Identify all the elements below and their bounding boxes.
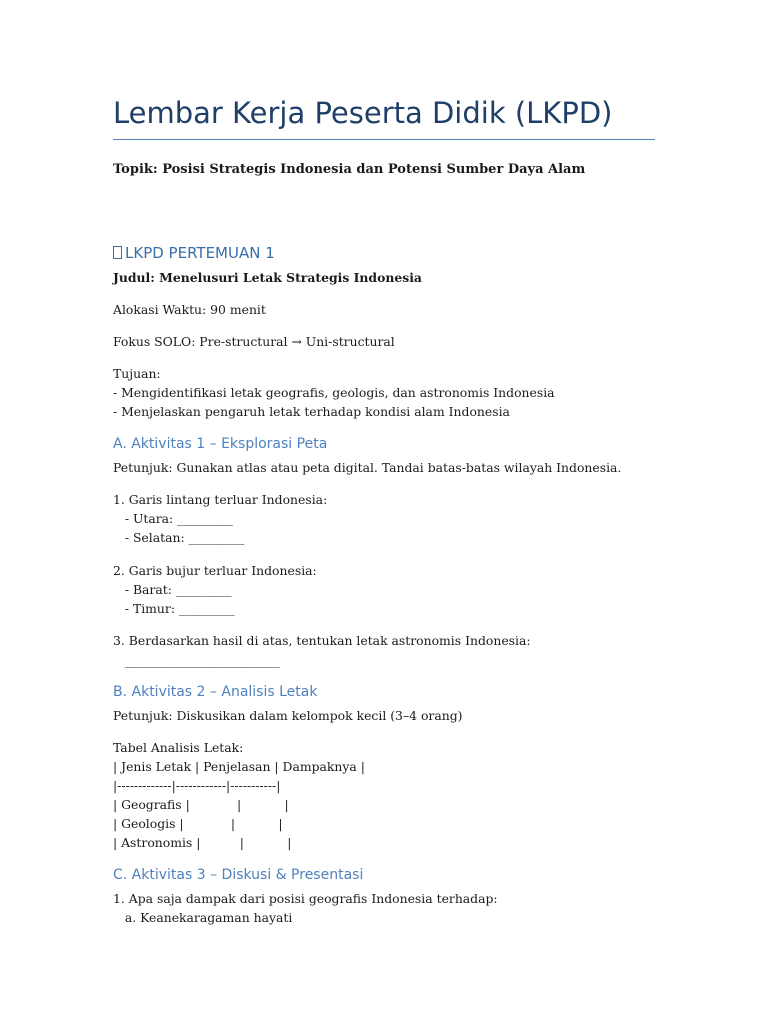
activity-b-petunjuk: Petunjuk: Diskusikan dalam kelompok kecil (3–4 orang) <box>113 708 463 723</box>
tujuan-item-2: - Menjelaskan pengaruh letak terhadap kondisi alam Indonesia <box>113 404 510 419</box>
meeting-heading-text: LKPD PERTEMUAN 1 <box>125 244 275 262</box>
activity-c-q1: 1. Apa saja dampak dari posisi geografis Indonesia terhadap: <box>113 891 498 906</box>
activity-c-q1-a: a. Keanekaragaman hayati <box>113 910 293 925</box>
missing-glyph-icon <box>113 246 122 259</box>
tujuan-label: Tujuan: <box>113 366 161 381</box>
activity-a-q3-answer-line: _________________________ <box>113 653 280 668</box>
meeting-heading <box>113 244 275 262</box>
title-underline <box>113 139 655 140</box>
table-row: | Geologis | | | <box>113 816 283 831</box>
activity-a-q2-barat: - Barat: _________ <box>113 582 232 597</box>
table-label: Tabel Analisis Letak: <box>113 740 244 755</box>
activity-a-q1: 1. Garis lintang terluar Indonesia: <box>113 492 328 507</box>
table-row: | Geografis | | | <box>113 797 289 812</box>
activity-a-q1-utara: - Utara: _________ <box>113 511 233 526</box>
activity-a-heading: A. Aktivitas 1 – Eksplorasi Peta <box>113 436 328 452</box>
activity-a-q1-selatan: - Selatan: _________ <box>113 530 245 545</box>
tujuan-item-1: - Mengidentifikasi letak geografis, geologis, dan astronomis Indonesia <box>113 385 555 400</box>
activity-b-heading: B. Aktivitas 2 – Analisis Letak <box>113 684 318 700</box>
table-header-row: | Jenis Letak | Penjelasan | Dampaknya | <box>113 759 365 774</box>
fokus-line: Fokus SOLO: Pre-structural → Uni-structural <box>113 334 395 349</box>
activity-c-heading: C. Aktivitas 3 – Diskusi & Presentasi <box>113 867 364 883</box>
topic-line: Topik: Posisi Strategis Indonesia dan Potensi Sumber Daya Alam <box>113 162 586 177</box>
judul-line: Judul: Menelusuri Letak Strategis Indonesia <box>113 270 422 285</box>
activity-a-petunjuk: Petunjuk: Gunakan atlas atau peta digital. Tandai batas-batas wilayah Indonesia. <box>113 460 622 475</box>
activity-a-q2: 2. Garis bujur terluar Indonesia: <box>113 563 317 578</box>
table-separator-row: |-------------|------------|-----------| <box>113 778 281 793</box>
activity-a-q2-timur: - Timur: _________ <box>113 601 235 616</box>
table-row: | Astronomis | | | <box>113 835 292 850</box>
document-title: Lembar Kerja Peserta Didik (LKPD) <box>113 96 613 130</box>
alokasi-line: Alokasi Waktu: 90 menit <box>113 302 266 317</box>
activity-a-q3: 3. Berdasarkan hasil di atas, tentukan letak astronomis Indonesia: <box>113 633 531 648</box>
